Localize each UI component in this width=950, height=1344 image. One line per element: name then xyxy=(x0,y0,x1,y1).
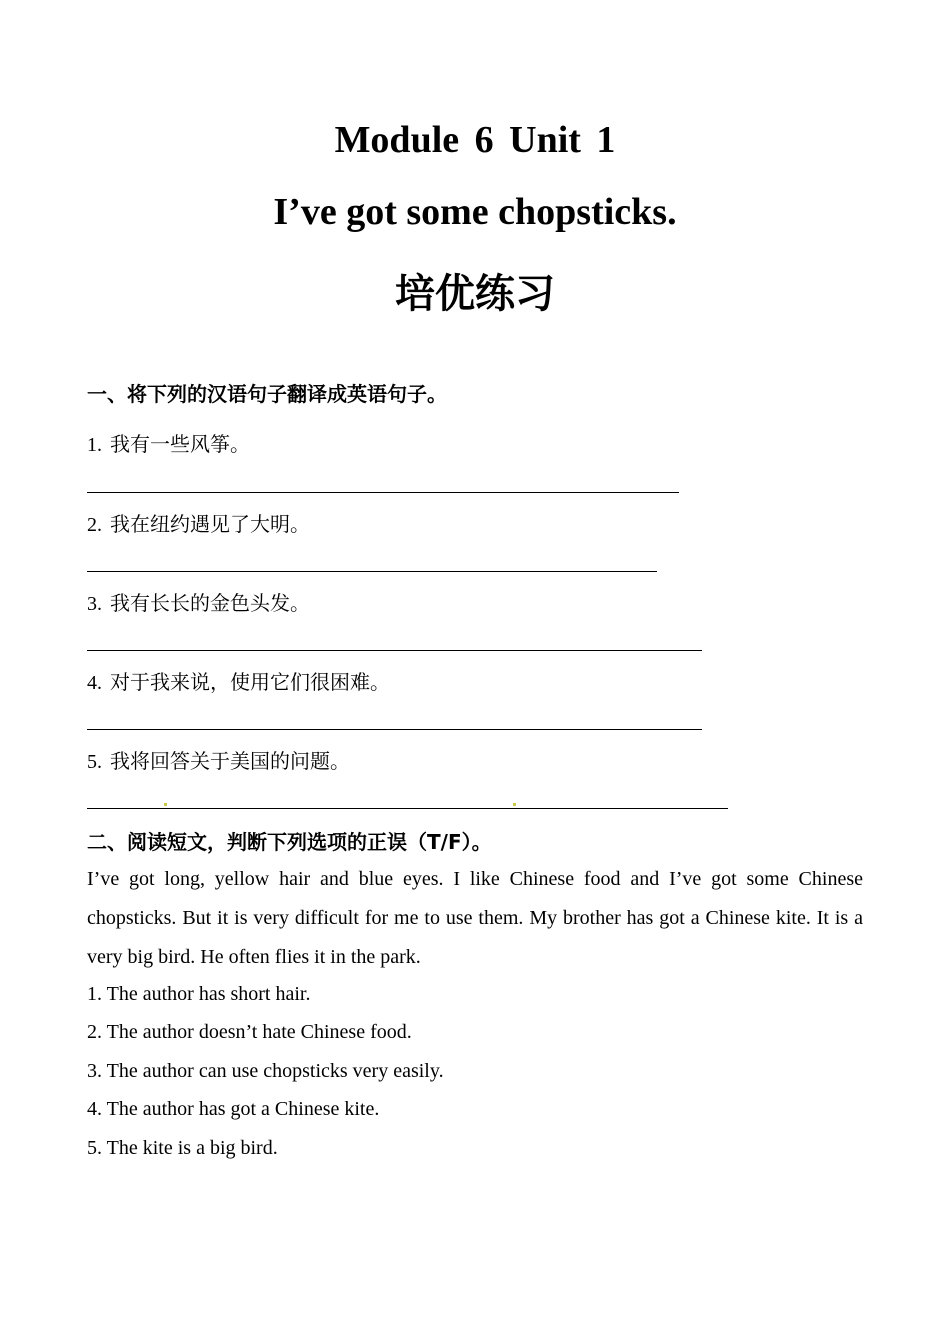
tf-statement: 1. The author has short hair. xyxy=(87,983,311,1005)
answer-line[interactable] xyxy=(87,571,657,572)
translation-question xyxy=(87,508,310,537)
reading-passage: I’ve got long, yellow hair and blue eyes. I like Chinese food and I’ve got some Chinese chopsticks. But it is very difficult for me to use them. My brother has got a Chinese kite. It is a very big bird. He often flies it in the park. xyxy=(87,868,863,968)
translation-question xyxy=(87,745,350,774)
tf-statement: 3. The author can use chopsticks very easily. xyxy=(87,1060,444,1082)
answer-line[interactable] xyxy=(87,650,702,651)
question-text: 我有长长的金色头发。 xyxy=(110,591,310,615)
marker-dot xyxy=(164,803,167,806)
translation-question xyxy=(87,666,390,695)
translation-question xyxy=(87,587,310,616)
tf-statement: 5. The kite is a big bird. xyxy=(87,1137,278,1159)
question-number: 3. xyxy=(87,593,102,615)
title-lesson: I’ve got some chopsticks. xyxy=(273,191,677,233)
question-number: 5. xyxy=(87,751,102,773)
answer-line[interactable] xyxy=(87,808,728,809)
section-1-heading: 一、将下列的汉语句子翻译成英语句子。 xyxy=(87,382,447,406)
question-text: 我将回答关于美国的问题。 xyxy=(110,749,350,773)
question-number: 4. xyxy=(87,672,102,694)
section-2-heading: 二、阅读短文，判断下列选项的正误（T/F）。 xyxy=(87,830,492,854)
question-number: 2. xyxy=(87,514,102,536)
title-module-unit: Module 6 Unit 1 xyxy=(334,119,616,161)
answer-line[interactable] xyxy=(87,492,679,493)
question-text: 对于我来说，使用它们很困难。 xyxy=(110,670,390,694)
answer-line[interactable] xyxy=(87,729,702,730)
marker-dot xyxy=(513,803,516,806)
translation-question xyxy=(87,428,250,457)
tf-statement: 4. The author has got a Chinese kite. xyxy=(87,1098,380,1120)
question-number: 1. xyxy=(87,434,102,456)
tf-statement: 2. The author doesn’t hate Chinese food. xyxy=(87,1021,412,1043)
question-text: 我有一些风筝。 xyxy=(110,432,250,456)
question-text: 我在纽约遇见了大明。 xyxy=(110,512,310,536)
title-practice: 培优练习 xyxy=(395,271,555,317)
